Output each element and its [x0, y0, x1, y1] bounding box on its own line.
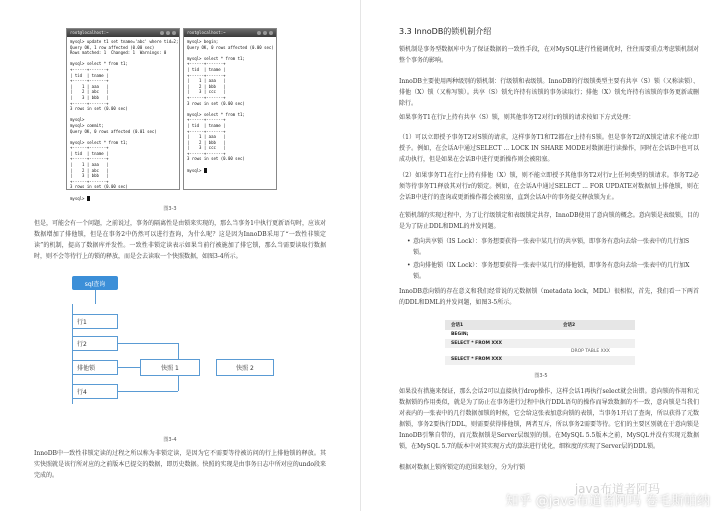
column-header-session-1: 会话1 [451, 323, 464, 328]
row-box-2: 行2 [72, 336, 118, 351]
terminal-line: | 3 | bbb | [70, 173, 109, 179]
body-paragraph: InnoDB中一致性非锁定读的过程之所以称为非锁定读，是因为它不需要等待被访问的行上排他锁的释放。其实快照就是该行所对应的之前版本已提交的数据，即历史数据。快照的实现是由事务日志中所对应的undo段来完成的。 [34, 450, 326, 479]
terminal-line: | 3 | ccc | [187, 89, 226, 95]
body-paragraph: InnoDB主要使用两种级别的锁机制：行级锁和表级锁。InnoDB的行级锁类型主要有共享（S）锁（又称读锁）、排他（X）锁（又称写锁）。共享（S）锁允许持有该锁的事务读取行；排他（X）锁允许持有该锁的事务更新或删除行。 [399, 78, 699, 107]
connector [118, 391, 178, 392]
terminal-line: mysql> [70, 196, 176, 202]
terminal-titlebar [184, 29, 276, 37]
connector [95, 290, 96, 304]
terminal-line: mysql> update t1 set tname='abc' where tid=2; [70, 39, 179, 44]
window-controls [257, 31, 273, 35]
terminal-line: mysql> select * from t1; [70, 61, 128, 67]
terminal-title: root@localhost:~ [187, 30, 226, 35]
terminal-line: +------+-------+ [187, 150, 226, 156]
connector [118, 367, 140, 368]
terminal-line: +------+-------+ [70, 145, 109, 151]
figure-caption-3-5: 图3-5 [534, 373, 548, 379]
terminal-line: mysql> [70, 117, 85, 123]
window-controls [160, 31, 176, 35]
body-paragraph: （2）如果事务T1在行r上持有排他（X）锁，则不能立即授予其他事务T2对行r上任何类型的锁请求。事务T2必须等待事务T1释放其对行r的锁定。例如，在会话A中通过SELECT ... FOR UPDATE对数据加上排他锁，则在会话B中进行的查询或更新操作都会被阻塞，直到会话A中的事务提交释放锁为止。 [399, 172, 699, 201]
terminal-line: | 2 | bbb | [187, 139, 226, 145]
body-paragraph: 但是，可能会有一个问题，之前说过，事务的隔离性是由锁来实现的，那么当事务1中执行更新语句时，应该对数据增加了排他锁，但是在事务2中仍然可以进行查询，为什么呢？这是因为InnoDB采用了“一致性非锁定读”的机制，提高了数据库并发性。一致性非锁定读表示如果当前行被施加了排它锁，那么当需要读取行数据时，则不会等待行上的锁的释放，而是会去读取一个快照数据，如图3-4所示。 [34, 220, 326, 260]
ddl-dml-table [445, 320, 635, 364]
terminal-cursor [87, 196, 90, 201]
terminal-line: | 1 | aaa | [70, 83, 109, 89]
section-title: 3.3 InnoDB的锁机制介绍 [399, 27, 492, 36]
terminal-line: | 2 | abc | [70, 167, 109, 173]
terminal-line: +------+-------+ [187, 72, 226, 78]
figure-caption-3-3: 图3-3 [163, 206, 177, 212]
body-paragraph: 如果没有措施来保证，那么会话2可以直接执行drop操作，这样会话1再执行select就会出错。意向锁的作用和元数据锁的作用类似，就是为了防止在事务进行过程中执行DDL语句的操作而导致数据的不一致，意向锁是当我们对表内的一张表中的几行数据加锁的时候，它会给这张表加意向锁的表锁，当事务1开启了查询，所以获得了元数据锁，事务2要执行DDL，则需要获得排他锁，两者互斥，所以事务2需要等待。它们的主要区别就在于意向锁是InnoDB引擎自带的，而元数据锁是Server层级别的锁。在MySQL 5.5版本之前，MySQL并没有实现元数据锁，在MySQL 5.7的版本中对其实现方式的算法进行优化，细粒度的实现了Server层的DDL锁。 [399, 388, 699, 450]
column-header-session-2: 会话2 [563, 323, 576, 328]
connector [178, 375, 179, 391]
terminal-line: mysql> select * from t1; [187, 55, 245, 61]
terminal-line: +------+-------+ [187, 61, 226, 67]
terminal-output [184, 37, 276, 175]
terminal-line: +------+-------+ [187, 128, 226, 134]
terminal-line: +------+-------+ [187, 94, 226, 100]
connector [178, 343, 179, 360]
table-cell: BEGIN; [451, 332, 469, 337]
terminal-titlebar [67, 29, 179, 37]
terminal-line: +------+-------+ [70, 178, 109, 184]
terminal-line: 3 rows in set (0.00 sec) [187, 100, 245, 106]
terminal-line: mysql> commit; [70, 122, 104, 128]
terminal-window-session-2 [183, 28, 277, 190]
terminal-line: | tid | tname | [70, 150, 109, 156]
body-paragraph: 在锁机制的实现过程中，为了让行级锁定和表级锁定共存，InnoDB使用了意向锁的概念。意向锁是表级锁，目的是为了防止DDL和DML的并发问题。 [399, 212, 699, 230]
terminal-line: 3 rows in set (0.00 sec) [70, 106, 128, 112]
terminal-line: +------+-------+ [70, 100, 109, 106]
terminal-line: 3 rows in set (0.00 sec) [70, 184, 128, 190]
zhihu-watermark: 知乎 @java布道者阿玛 卷毛斯帕纳 [505, 494, 710, 509]
figure-caption-3-4: 图3-4 [163, 437, 177, 443]
terminal-line: Query OK, 1 row affected (0.00 sec) [70, 44, 155, 50]
terminal-line: | 3 | ccc | [187, 145, 226, 151]
terminal-line: | tid | tname | [187, 66, 226, 72]
body-paragraph: （1）可以立即授予事务T2对S锁的请求，这样事务T1和T2都在r上持有S锁。但是事务T2的X锁定请求不能立即授予。例如，在会话A中通过SELECT ... LOCK IN SHARE MODE对数据进行读操作，同时在会话B中也可以成功执行，但是如果在会话B中进行更新操作则会被阻塞。 [399, 134, 699, 163]
terminal-line: mysql> begin; [187, 39, 219, 44]
terminal-line: mysql> select * from t1; [187, 111, 245, 117]
terminal-line: +------+-------+ [70, 66, 109, 72]
terminal-line: +------+-------+ [70, 156, 109, 162]
terminal-line: mysql> select * from t1; [70, 139, 128, 145]
terminal-line: +------+-------+ [187, 117, 226, 123]
table-cell: SELECT * FROM XXX [451, 357, 502, 362]
terminal-line: | tid | tname | [187, 122, 226, 128]
body-paragraph: 如果事务T1在行r上持有共享（S）锁，则其他事务T2对行r的锁的请求按如下方式处理： [399, 114, 635, 121]
table-cell: DROP TABLE XXX [571, 349, 610, 354]
terminal-line: mysql> [187, 168, 273, 174]
terminal-line: Query OK, 0 rows affected (0.00 sec) [187, 44, 274, 50]
terminal-title: root@localhost:~ [70, 30, 109, 35]
exclusive-lock-box: 排他锁 [72, 360, 118, 375]
right-page [360, 0, 720, 511]
bullet-item: • 意向共享锁（IS Lock）：事务想要获得一张表中某几行的共享锁，即事务有意向去给一张表中的几行加S锁。 [413, 236, 699, 258]
terminal-line: | 1 | aaa | [187, 134, 226, 140]
terminal-line: | 2 | abc | [70, 89, 109, 95]
bullet-item: • 意向排他锁（IX Lock）：事务想要获得一张表中某几行的排他锁，即事务有意向去给一张表中的几行加X锁。 [413, 260, 699, 282]
row-box-4: 行4 [72, 384, 118, 399]
body-paragraph: InnoDB意向锁的存在意义和我们经常说的元数据锁（metadata lock，MDL）很相似，首先，我们看一下两首的DDL和DML的并发问题，如图3-5所示。 [399, 288, 699, 306]
background-watermark: java布道者阿玛 [574, 482, 660, 496]
snapshot-box-2: 快照 2 [216, 359, 274, 376]
terminal-line: Rows matched: 1 Changed: 1 Warnings: 0 [70, 50, 167, 56]
connector [118, 343, 178, 344]
terminal-line: | tid | tname | [70, 72, 109, 78]
terminal-line: +------+-------+ [70, 78, 109, 84]
body-paragraph: 根据对数据上锁所锁定的范围来划分，分为行锁 [399, 464, 526, 471]
terminal-line: | 3 | bbb | [70, 94, 109, 100]
table-cell: SELECT * FROM XXX [451, 341, 502, 346]
terminal-line: Query OK, 0 rows affected (0.01 sec) [70, 128, 157, 134]
terminal-window-session-1 [66, 28, 180, 201]
terminal-line: | 1 | aaa | [187, 78, 226, 84]
snapshot-box-1: 快照 1 [140, 359, 200, 376]
terminal-output [67, 37, 179, 203]
sql-query-node: sql查询 [72, 276, 118, 290]
terminal-line: 3 rows in set (0.00 sec) [187, 156, 245, 162]
table-header [445, 320, 635, 330]
terminal-cursor [204, 168, 207, 173]
terminal-line: | 2 | bbb | [187, 83, 226, 89]
row-box-1: 行1 [72, 314, 118, 329]
body-paragraph: 锁机制是事务型数据库中为了保证数据的一致性手段，在对MySQL进行性能调优时，往往需要重点考虑锁机制对整个事务的影响。 [399, 46, 699, 64]
terminal-line: | 1 | aaa | [70, 162, 109, 168]
